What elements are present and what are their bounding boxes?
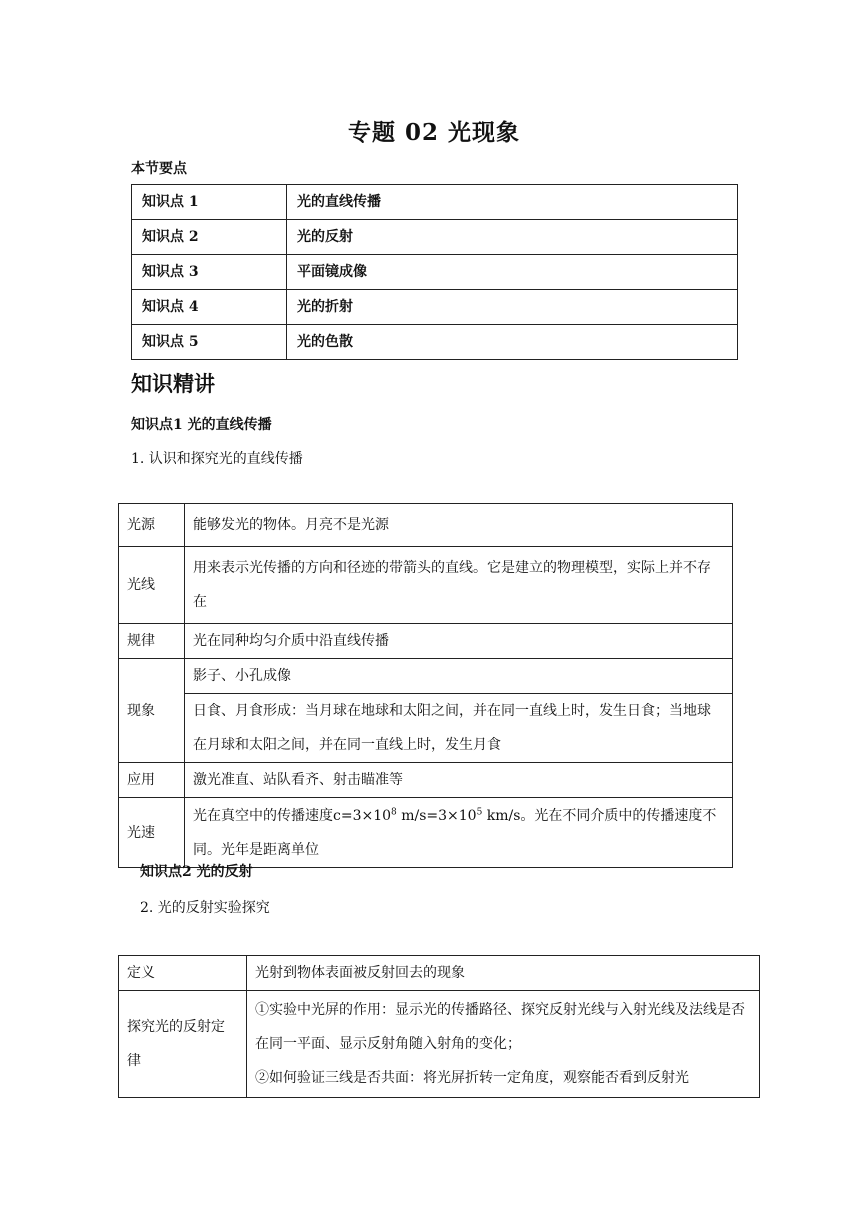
row-label: 定义 <box>119 956 247 991</box>
table-row <box>132 220 738 255</box>
explore-item-2: ②如何验证三线是否共面：将光屏折转一定角度，观察能否看到反射光 <box>255 1070 689 1086</box>
table-row <box>119 504 733 547</box>
row-content: 日食、月食形成：当月球在地球和太阳之间，并在同一直线上时，发生日食；当地球在月球和太阳之间，并在同一直线上时，发生月食 <box>185 694 733 763</box>
point2-heading: 知识点2 光的反射 <box>140 864 253 880</box>
row-label: 光速 <box>119 798 185 868</box>
summary-key: 知识点 5 <box>132 325 287 360</box>
table-row <box>119 956 760 991</box>
summary-key: 知识点 1 <box>132 185 287 220</box>
table-row <box>119 991 760 1098</box>
speed-exponent-1: 8 <box>391 806 397 817</box>
table-row <box>132 325 738 360</box>
summary-value: 光的折射 <box>287 290 738 325</box>
summary-key: 知识点 3 <box>132 255 287 290</box>
summary-value: 光的直线传播 <box>287 185 738 220</box>
summary-heading: 本节要点 <box>131 161 187 177</box>
row-label: 应用 <box>119 763 185 798</box>
speed-text-after: km/s。光在不同介质中的传播速度不同。光年是距离单位 <box>193 807 717 858</box>
speed-exponent-2: 5 <box>476 806 483 817</box>
table-row <box>119 763 733 798</box>
explore-item-1: ①实验中光屏的作用：显示光的传播路径、探究反射光线与入射光线及法线是否在同一平面、显示反射角随入射角的变化； <box>255 1002 745 1052</box>
row-content: 用来表示光传播的方向和径迹的带箭头的直线。它是建立的物理模型，实际上并不存在 <box>185 547 733 624</box>
point2-subheading: 2. 光的反射实验探究 <box>140 900 270 916</box>
table-row <box>119 659 733 694</box>
summary-key: 知识点 2 <box>132 220 287 255</box>
summary-value: 平面镜成像 <box>287 255 738 290</box>
summary-key: 知识点 4 <box>132 290 287 325</box>
table-row <box>132 255 738 290</box>
speed-text-before: 光在真空中的传播速度c=3×10 <box>193 807 392 824</box>
row-content: 激光准直、站队看齐、射击瞄准等 <box>185 763 733 798</box>
row-label: 规律 <box>119 624 185 659</box>
summary-value: 光的反射 <box>287 220 738 255</box>
speed-text-middle: m/s=3×10 <box>396 807 477 824</box>
table-row <box>132 290 738 325</box>
row-label: 探究光的反射定律 <box>119 991 247 1098</box>
point1-heading: 知识点1 光的直线传播 <box>131 417 272 433</box>
row-content: 影子、小孔成像 <box>185 659 733 694</box>
summary-value: 光的色散 <box>287 325 738 360</box>
light-reflection-table <box>118 955 760 1098</box>
table-row <box>119 798 733 868</box>
row-content: 光射到物体表面被反射回去的现象 <box>247 956 760 991</box>
row-label: 光源 <box>119 504 185 547</box>
point1-subheading: 1. 认识和探究光的直线传播 <box>131 451 303 467</box>
table-row <box>119 694 733 763</box>
row-content <box>247 991 760 1098</box>
table-row <box>119 624 733 659</box>
table-row <box>119 547 733 624</box>
summary-table <box>131 184 738 360</box>
section-heading: 知识精讲 <box>131 372 215 396</box>
row-label: 现象 <box>119 659 185 763</box>
row-content: 光在同种均匀介质中沿直线传播 <box>185 624 733 659</box>
row-content: 能够发光的物体。月亮不是光源 <box>185 504 733 547</box>
light-propagation-table <box>118 503 733 868</box>
row-content <box>185 798 733 868</box>
page-title: 专题 02 光现象 <box>347 119 521 146</box>
row-label: 光线 <box>119 547 185 624</box>
table-row <box>132 185 738 220</box>
